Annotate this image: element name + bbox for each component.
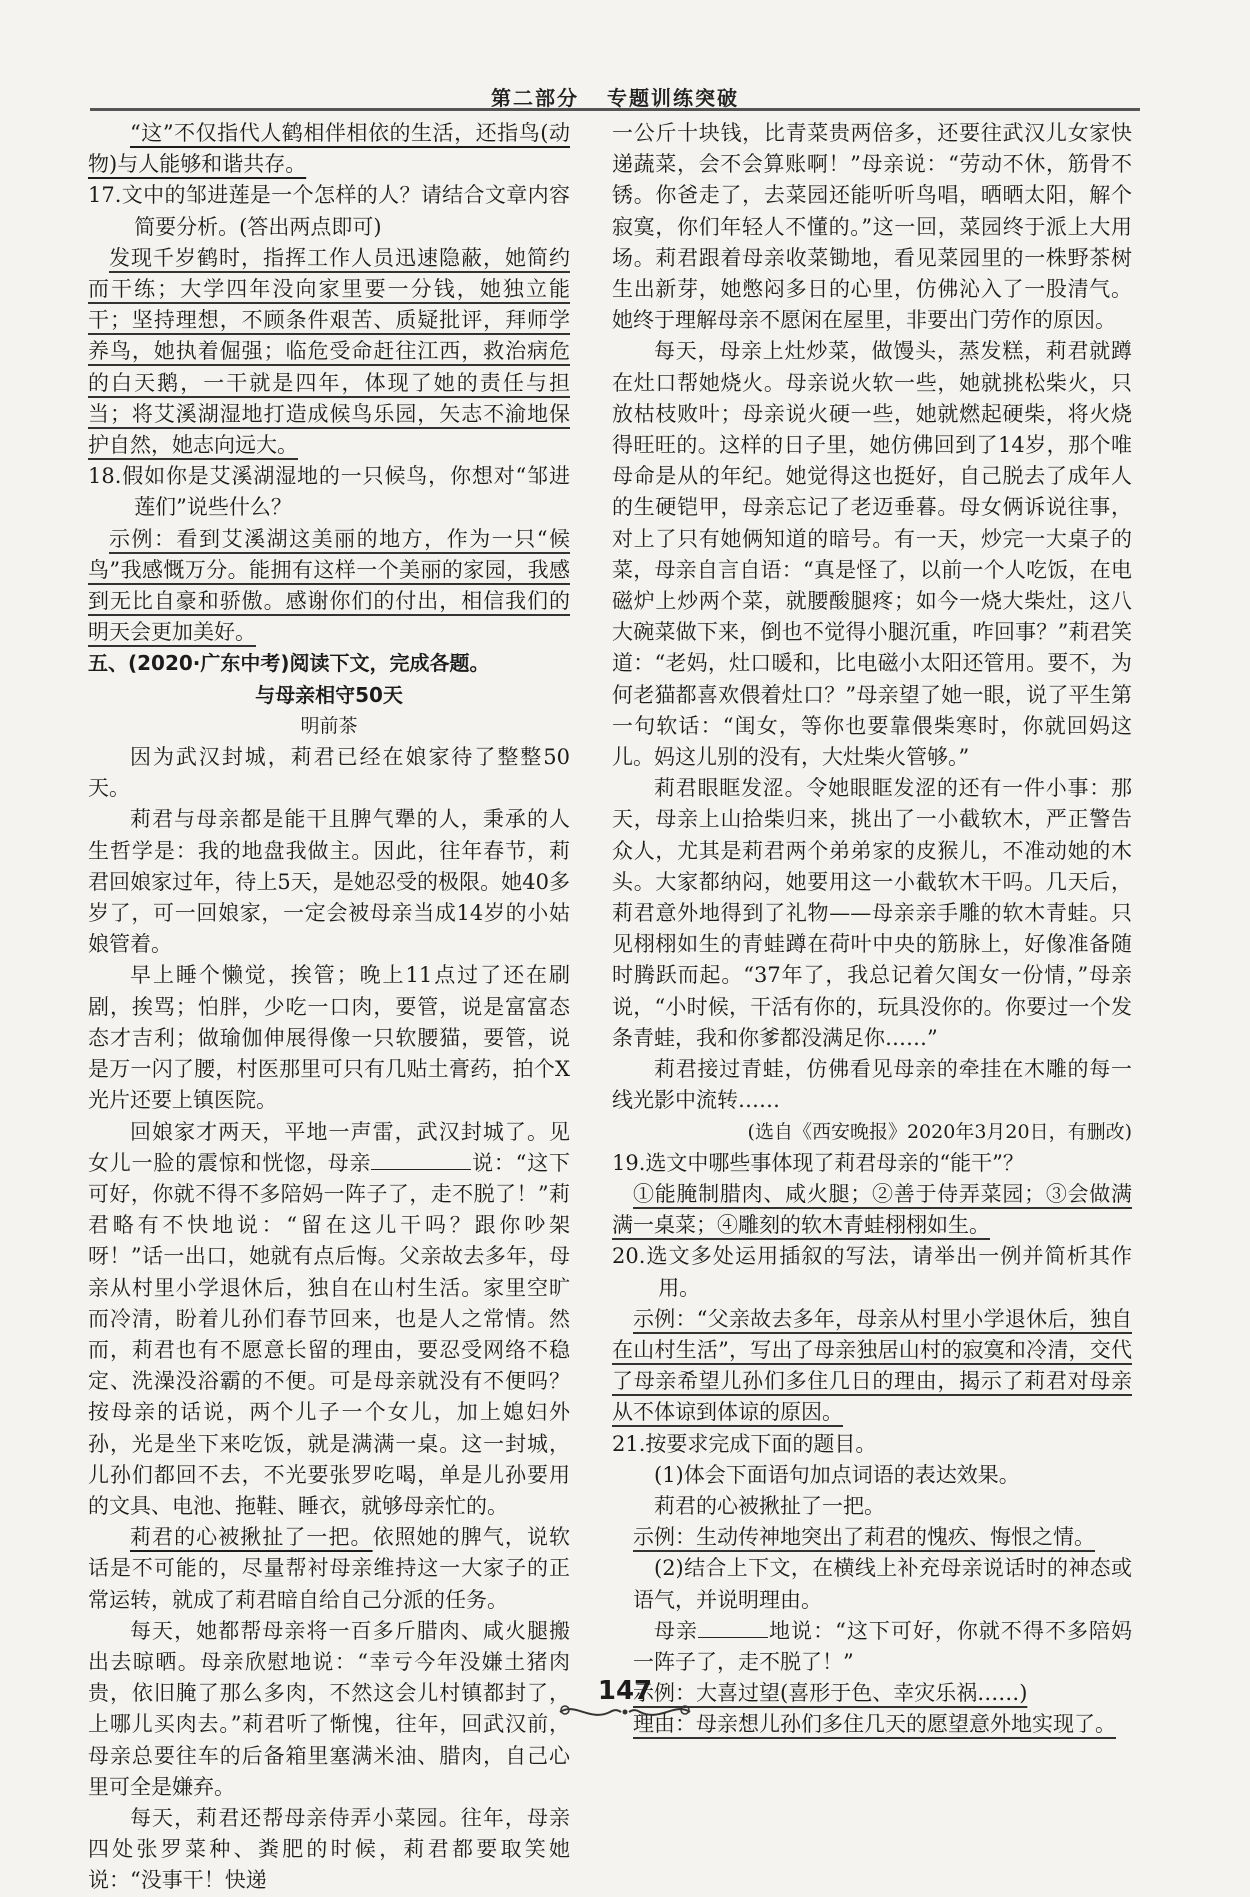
answer-17: 发现千岁鹤时，指挥工作人员迅速隐蔽，她简约而干练；大学四年没向家里要一分钱，她独立能干；坚持理想，不顾条件艰苦、质疑批评，拜师学养鸟，她执着倔强；临危受命赶往江西，救治病危的白天鹅，一干就是四年，体现了她的责任与担当；将艾溪湖湿地打造成候鸟乐园，矢志不渝地保护自然，她志向远大。 xyxy=(88,245,570,458)
section-heading: 五、(2020·广东中考)阅读下文，完成各题。 xyxy=(88,651,490,676)
article-paragraph: 回娘家才两天，平地一声雷，武汉封城了。见女儿一脸的震惊和恍惚，母亲 说：“这下可好，你就不得不多陪妈一阵子了，走不脱了！”莉君略有不快地说：“留在这儿干吗？跟你吵架呀！”话一出口，她就有点后悔。父亲故去多年，母亲从村里小学退休后，独自在山村生活。家里空旷而冷清，盼着儿孙们春节回来，也是人之常情。然而，莉君也有不愿意长留的理由，要忍受网络不稳定、洗澡没浴霸的不便。可是母亲就没有不便吗？按母亲的话说，两个儿子一个女儿，加上媳妇外孙，光是坐下来吃饭，就是满满一桌。这一封城，儿孙们都回不去，不光要张罗吃喝，单是儿孙要用的文具、电池、拖鞋、睡衣，就够母亲忙的。 xyxy=(88,1119,570,1518)
question-21: 21.按要求完成下面的题目。 xyxy=(612,1431,877,1456)
article-paragraph: 莉君接过青蛙，仿佛看见母亲的牵挂在木雕的每一线光影中流转…… xyxy=(612,1057,1132,1113)
answer-21-2-reason: 理由：母亲想儿孙们多住几天的愿望意外地实现了。 xyxy=(633,1712,1116,1737)
left-column xyxy=(88,118,570,1897)
article-paragraph: 早上睡个懒觉，挨管；晚上11点过了还在刷剧，挨骂；怕胖，少吃一口肉，要管，说是富富态态才吉利；做瑜伽伸展得像一只软腰猫，要管，说是万一闪了腰，村医那里可只有几贴土膏药，拍个X光片还要上镇医院。 xyxy=(88,963,570,1113)
right-column xyxy=(612,118,1132,1741)
article-paragraph: 每天，她都帮母亲将一百多斤腊肉、咸火腿搬出去晾晒。母亲欣慰地说：“幸亏今年没嫌土猪肉贵，依旧腌了那么多肉，不然这会儿村镇都封了，上哪儿买肉去。”莉君听了惭愧，往年，回武汉前，母亲总要往车的后备箱里塞满米油、腊肉，自己心里可全是嫌弃。 xyxy=(88,1618,570,1799)
question-20: 20.选文多处运用插叙的写法，请举出一例并简析其作用。 xyxy=(612,1244,1132,1300)
question-17: 17.文中的邹进莲是一个怎样的人？请结合文章内容简要分析。(答出两点即可) xyxy=(88,183,570,239)
answer-18: 示例：看到艾溪湖这美丽的地方，作为一只“候鸟”我感慨万分。能拥有这样一个美丽的家园，我感到无比自豪和骄傲。感谢你们的付出，相信我们的明天会更加美好。 xyxy=(88,526,570,645)
key-sentence: 莉君的心被揪扯了一把。 xyxy=(130,1525,373,1550)
article-title: 与母亲相守50天 xyxy=(255,682,403,707)
article-author: 明前茶 xyxy=(300,714,358,737)
question-19: 19.选文中哪些事体现了莉君母亲的“能干”？ xyxy=(612,1150,1024,1175)
fill-blank[interactable] xyxy=(698,1617,768,1638)
question-18: 18.假如你是艾溪湖湿地的一只候鸟，你想对“邹进莲们”说些什么？ xyxy=(88,464,570,520)
answer-21-2-example: 示例：大喜过望(喜形于色、幸灾乐祸……) xyxy=(633,1681,1028,1706)
page-header xyxy=(90,82,1140,111)
article-paragraph: 莉君眼眶发涩。令她眼眶发涩的还有一件小事：那天，母亲上山拾柴归来，挑出了一小截软木，严正警告众人，尤其是莉君两个弟弟家的皮猴儿，不准动她的木头。大家都纳闷，她要用这一小截软木干吗。几天后，莉君意外地得到了礼物——母亲亲手雕的软木青蛙。只见栩栩如生的青蛙蹲在荷叶中央的筋脉上，好像准备随时腾跃而起。“37年了，我总记着欠闺女一份情，”母亲说，“小时候，干活有你的，玩具没你的。你要过一个发条青蛙，我和你爹都没满足你……” xyxy=(612,776,1132,1050)
fill-blank[interactable] xyxy=(371,1149,471,1170)
article-paragraph: 莉君的心被揪扯了一把。依照她的脾气，说软话是不可能的，尽量帮衬母亲维持这一大家子的正常运转，就成了莉君暗自给自己分派的任务。 xyxy=(88,1525,570,1612)
page-number: 147 xyxy=(597,1676,653,1706)
ornament-icon xyxy=(555,1700,695,1724)
question-21-1: (1)体会下面语句加点词语的表达效果。 xyxy=(654,1462,1020,1487)
article-paragraph: 一公斤十块钱，比青菜贵两倍多，还要往武汉儿女家快递蔬菜，会不会算账啊！”母亲说：“劳动不休，筋骨不锈。你爸走了，去菜园还能听听鸟唱，晒晒太阳，解个寂寞，你们年轻人不懂的。”这一回，菜园终于派上大用场。莉君跟着母亲收菜锄地，看见菜园里的一株野茶树生出新芽，她憋闷多日的心里，仿佛沁入了一股清气。她终于理解母亲不愿闲在屋里，非要出门劳作的原因。 xyxy=(612,121,1132,333)
header-part: 第二部分 xyxy=(491,86,579,110)
answer-19: ①能腌制腊肉、咸火腿；②善于侍弄菜园；③会做满满一桌菜；④雕刻的软木青蛙栩栩如生。 xyxy=(612,1181,1132,1238)
article-source: (选自《西安晚报》2020年3月20日，有删改) xyxy=(747,1120,1132,1143)
article-paragraph: 每天，母亲上灶炒菜，做馒头，蒸发糕，莉君就蹲在灶口帮她烧火。母亲说火软一些，她就挑松柴火，只放枯枝败叶；母亲说火硬一些，她就燃起硬柴，将火烧得旺旺的。这样的日子里，她仿佛回到了14岁，那个唯母命是从的年纪。她觉得这也挺好，自己脱去了成年人的生硬铠甲，母亲忘记了老迈垂暮。母女俩诉说往事，对上了只有她俩知道的暗号。有一天，炒完一大桌子的菜，母亲自言自语：“真是怪了，以前一个人吃饭，在电磁炉上炒两个菜，就腰酸腿疼；如今一烧大柴灶，这八大碗菜做下来，倒也不觉得小腿沉重，咋回事？”莉君笑道：“老妈，灶口暖和，比电磁小太阳还管用。要不，为何老猫都喜欢偎着灶口？”母亲望了她一眼，说了平生第一句软话：“闺女，等你也要靠偎柴寒时，你就回妈这儿。妈这儿别的没有，大灶柴火管够。” xyxy=(612,339,1132,770)
article-paragraph: 每天，莉君还帮母亲侍弄小菜园。往年，母亲四处张罗菜种、粪肥的时候，莉君都要取笑她说：“没事干！快递 xyxy=(88,1805,570,1893)
question-21-2-sentence: 母亲 地说：“这下可好，你就不得不多陪妈一阵子了，走不脱了！” xyxy=(633,1618,1133,1674)
article-paragraph: 莉君与母亲都是能干且脾气犟的人，秉承的人生哲学是：我的地盘我做主。因此，往年春节，莉君回娘家过年，待上5天，是她忍受的极限。她40多岁了，可一回娘家，一定会被母亲当成14岁的小姑娘管着。 xyxy=(88,807,570,957)
question-21-1-sentence: 莉君的心被揪扯了一把。 xyxy=(654,1493,885,1518)
article-paragraph: 因为武汉封城，莉君已经在娘家待了整整50天。 xyxy=(88,745,570,801)
header-topic: 专题训练突破 xyxy=(607,86,739,110)
question-21-2: (2)结合上下文，在横线上补充母亲说话时的神态或语气，并说明理由。 xyxy=(633,1556,1132,1612)
answer-21-1: 示例：生动传神地突出了莉君的愧疚、悔恨之情。 xyxy=(633,1525,1095,1550)
answer-16-tail: “这”不仅指代人鹤相伴相依的生活，还指鸟(动物)与人能够和谐共存。 xyxy=(88,121,570,177)
answer-20: 示例：“父亲故去多年，母亲从村里小学退休后，独自在山村生活”，写出了母亲独居山村的寂寞和冷清，交代了母亲希望儿孙们多住几日的理由，揭示了莉君对母亲从不体谅到体谅的原因。 xyxy=(612,1306,1132,1425)
